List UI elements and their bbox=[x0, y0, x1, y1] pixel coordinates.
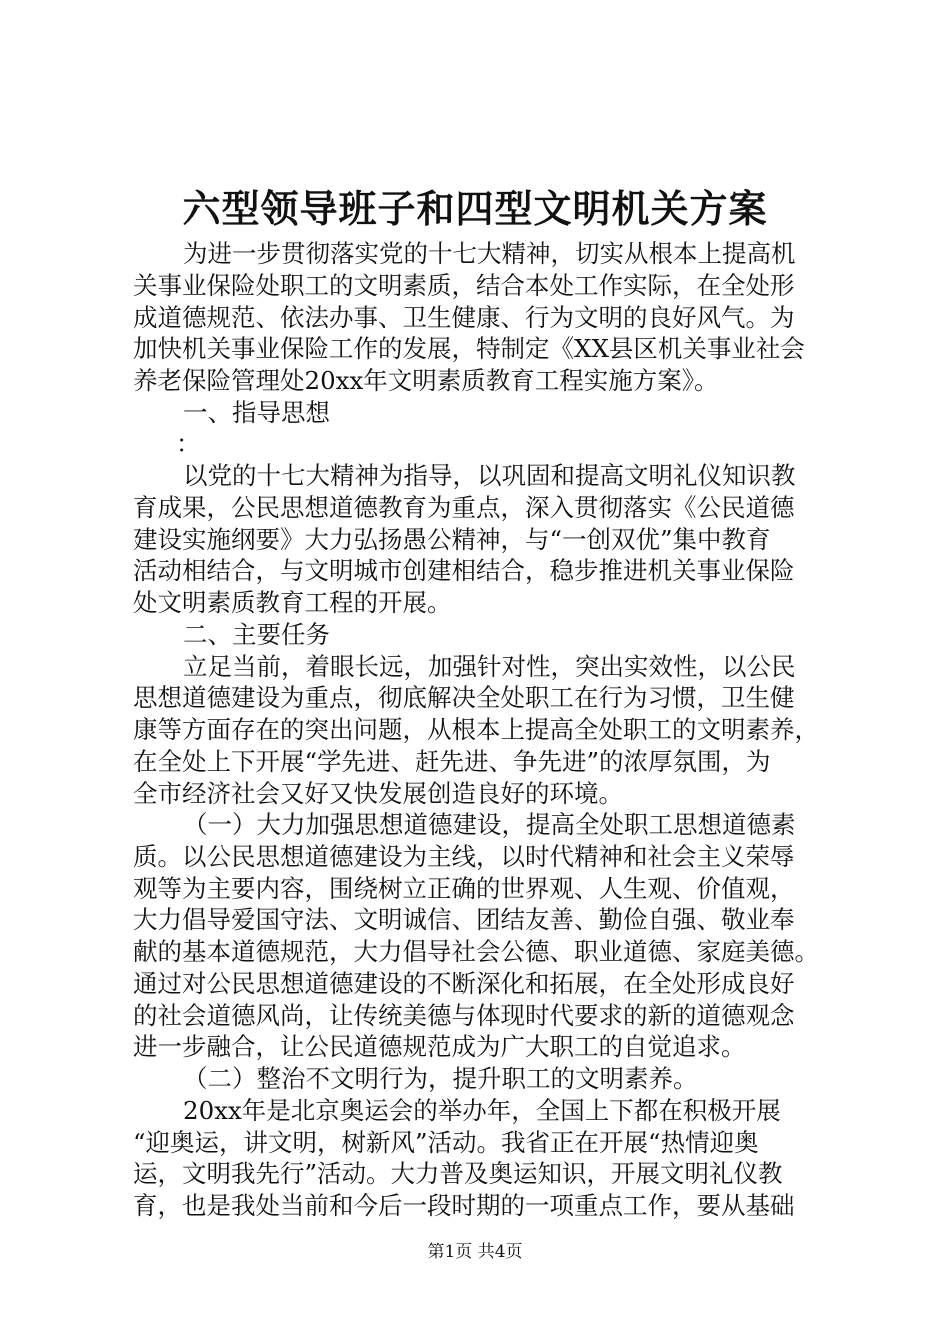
body-line: 活动相结合，与文明城市创建相结合，稳步推进机关事业保险 bbox=[133, 556, 795, 586]
body-line: 观等为主要内容，围绕树立正确的世界观、人生观、价值观， bbox=[133, 873, 795, 903]
body-line: 质。以公民思想道德建设为主线，以时代精神和社会主义荣辱 bbox=[133, 841, 795, 871]
body-line: 成道德规范、依法办事、卫生健康、行为文明的良好风气。为 bbox=[133, 302, 795, 332]
body-line: 以党的十七大精神为指导，以巩固和提高文明礼仪知识教 bbox=[183, 461, 796, 491]
document-title: 六型领导班子和四型文明机关方案 bbox=[182, 186, 768, 231]
body-line: 运，文明我先行”活动。大力普及奥运知识，开展文明礼仪教 bbox=[133, 1159, 783, 1189]
body-line: 康等方面存在的突出问题，从根本上提高全处职工的文明素养， bbox=[133, 715, 819, 744]
body-line: 为进一步贯彻落实党的十七大精神，切实从根本上提高机 bbox=[183, 239, 796, 268]
body-line: 进一步融合，让公民道德规范成为广大职工的自觉追求。 bbox=[133, 1032, 746, 1062]
body-line: 加快机关事业保险工作的发展，特制定《XX县区机关事业社会 bbox=[133, 334, 805, 364]
body-line: 建设实施纲要》大力弘扬愚公精神，与“一创双优”集中教育 bbox=[133, 524, 771, 554]
body-line: 大力倡导爱国守法、文明诚信、团结友善、勤俭自强、敬业奉 bbox=[133, 905, 795, 935]
body-line: 育，也是我处当前和今后一段时期的一项重点工作，要从基础 bbox=[133, 1191, 795, 1220]
body-line: 的社会道德风尚，让传统美德与体现时代要求的新的道德观念 bbox=[133, 1000, 795, 1030]
section-heading: 二、主要任务 bbox=[183, 619, 330, 649]
body-line: 育成果，公民思想道德教育为重点，深入贯彻落实《公民道德 bbox=[133, 492, 795, 522]
body-line: 立足当前，着眼长远，加强针对性，突出实效性，以公民 bbox=[183, 651, 796, 681]
page-footer: 第1页 共4页 bbox=[427, 1242, 523, 1262]
body-line: 献的基本道德规范，大力倡导社会公德、职业道德、家庭美德。 bbox=[133, 937, 819, 967]
body-line: 关事业保险处职工的文明素质，结合本处工作实际，在全处形 bbox=[133, 270, 795, 300]
body-line: ： bbox=[176, 429, 201, 459]
body-line: 处文明素质教育工程的开展。 bbox=[133, 588, 452, 618]
body-line: 通过对公民思想道德建设的不断深化和拓展，在全处形成良好 bbox=[133, 968, 795, 998]
body-line: 全市经济社会又好又快发展创造良好的环境。 bbox=[133, 778, 623, 808]
body-line: 养老保险管理处20xx年文明素质教育工程实施方案》。 bbox=[133, 365, 719, 395]
body-line: 20xx年是北京奥运会的举办年，全国上下都在积极开展 bbox=[183, 1095, 781, 1125]
body-line: 在全处上下开展“学先进、赶先进、争先进”的浓厚氛围，为 bbox=[133, 746, 771, 776]
section-heading: 一、指导思想 bbox=[183, 397, 330, 427]
body-line: （二）整治不文明行为，提升职工的文明素养。 bbox=[183, 1064, 698, 1094]
body-line: “迎奥运，讲文明，树新风”活动。我省正在开展“热情迎奥 bbox=[133, 1127, 759, 1157]
body-line: （一）大力加强思想道德建设，提高全处职工思想道德素 bbox=[183, 810, 796, 840]
body-line: 思想道德建设为重点，彻底解决全处职工在行为习惯，卫生健 bbox=[133, 683, 795, 713]
